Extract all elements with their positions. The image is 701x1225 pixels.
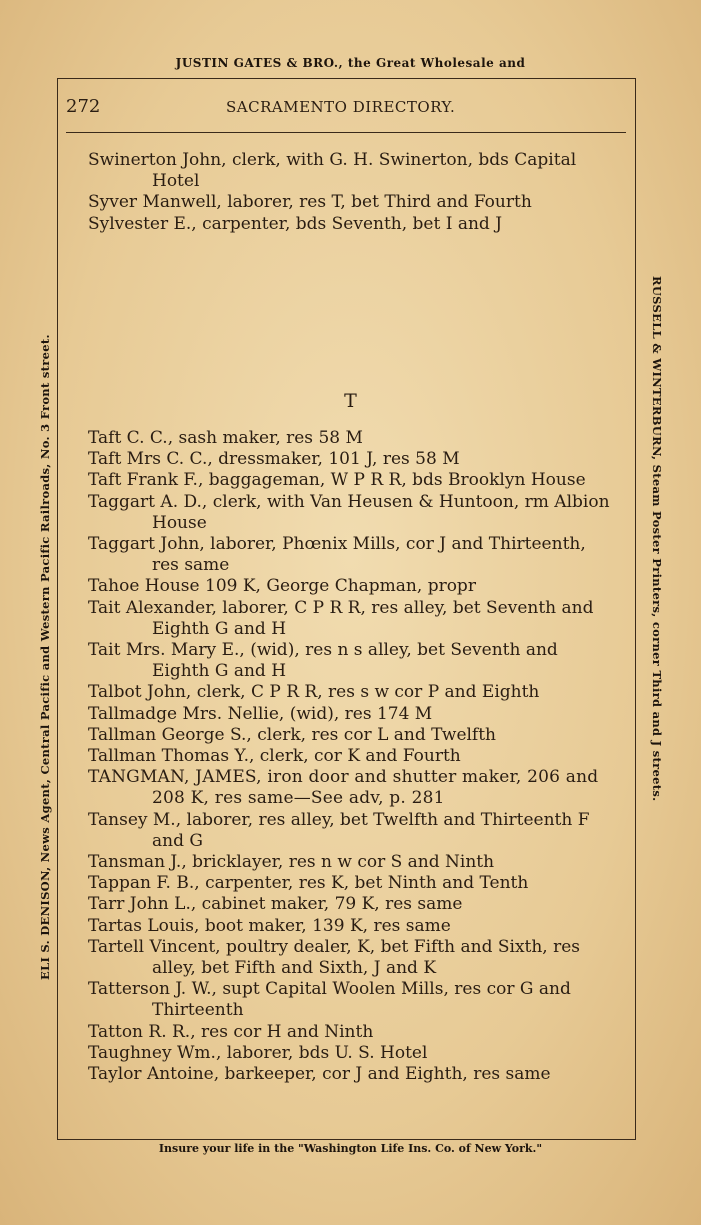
- directory-entry: Talbot John, clerk, C P R R, res s w cor P and Eighth: [88, 682, 540, 703]
- entries-before-list: [88, 150, 618, 235]
- directory-entry: Taylor Antoine, barkeeper, cor J and Eighth, res same: [88, 1064, 551, 1085]
- directory-entry: Tait Alexander, laborer, C P R R, res alley, bet Seventh and Eighth G and H: [88, 597, 594, 639]
- bottom-advertisement: Insure your life in the "Washington Life Ins. Co. of New York.": [158, 1142, 543, 1155]
- header-rule: [66, 132, 626, 133]
- directory-entry: Tallman Thomas Y., clerk, cor K and Fourth: [88, 746, 461, 767]
- directory-entry: Tallmadge Mrs. Nellie, (wid), res 174 M: [88, 703, 433, 724]
- directory-entry: Tartas Louis, boot maker, 139 K, res same: [88, 915, 451, 936]
- directory-entry: Taft C. C., sash maker, res 58 M: [88, 428, 363, 448]
- directory-entry: Tait Mrs. Mary E., (wid), res n s alley, bet Seventh and Eighth G and H: [88, 640, 558, 682]
- directory-entry: Taughney Wm., laborer, bds U. S. Hotel: [88, 1042, 428, 1063]
- section-letter: T: [344, 390, 357, 412]
- directory-entry: Taft Frank F., baggageman, W P R R, bds Brooklyn House: [88, 470, 586, 491]
- directory-entry: Swinerton John, clerk, with G. H. Swinerton, bds Capital Hotel: [88, 150, 577, 192]
- right-advertisement: RUSSELL & WINTERBURN, Steam Poster Printers, corner Third and J streets.: [650, 276, 664, 802]
- directory-entry: Taggart John, laborer, Phœnix Mills, cor J and Thirteenth, res same: [88, 534, 586, 576]
- directory-entry: Tatterson J. W., supt Capital Woolen Mills, res cor G and Thirteenth: [88, 979, 571, 1021]
- directory-entry: Tatton R. R., res cor H and Ninth: [88, 1021, 374, 1042]
- directory-entry: Tansman J., bricklayer, res n w cor S and Ninth: [88, 852, 495, 873]
- directory-entry: Syver Manwell, laborer, res T, bet Third and Fourth: [88, 192, 532, 213]
- directory-entry: Taggart A. D., clerk, with Van Heusen & Huntoon, rm Albion House: [88, 491, 610, 533]
- directory-entry: Tappan F. B., carpenter, res K, bet Ninth and Tenth: [88, 873, 529, 894]
- directory-entry: Tarr John L., cabinet maker, 79 K, res same: [88, 894, 463, 915]
- directory-entry: TANGMAN, JAMES, iron door and shutter maker, 206 and 208 K, res same—See adv, p. 281: [88, 767, 599, 809]
- directory-entry: Sylvester E., carpenter, bds Seventh, bet I and J: [88, 213, 503, 234]
- directory-entry: Tahoe House 109 K, George Chapman, propr: [88, 576, 476, 597]
- page-header: [66, 96, 626, 120]
- directory-entry: Taft Mrs C. C., dressmaker, 101 J, res 58 M: [88, 449, 460, 470]
- directory-entry: Tartell Vincent, poultry dealer, K, bet Fifth and Sixth, res alley, bet Fifth and Sixth, J and K: [88, 936, 581, 979]
- left-advertisement: ELI S. DENISON, News Agent, Central Pacific and Western Pacific Railroads, No. 3 Front street.: [38, 334, 52, 980]
- directory-entry: Tallman George S., clerk, res cor L and Twelfth: [88, 724, 497, 745]
- top-advertisement: JUSTIN GATES & BRO., the Great Wholesale and: [175, 56, 526, 70]
- page-number: 272: [66, 96, 101, 117]
- entries-list: [88, 428, 618, 1085]
- running-head: SACRAMENTO DIRECTORY.: [226, 98, 456, 116]
- directory-entry: Tansey M., laborer, res alley, bet Twelfth and Thirteenth F and G: [88, 809, 590, 851]
